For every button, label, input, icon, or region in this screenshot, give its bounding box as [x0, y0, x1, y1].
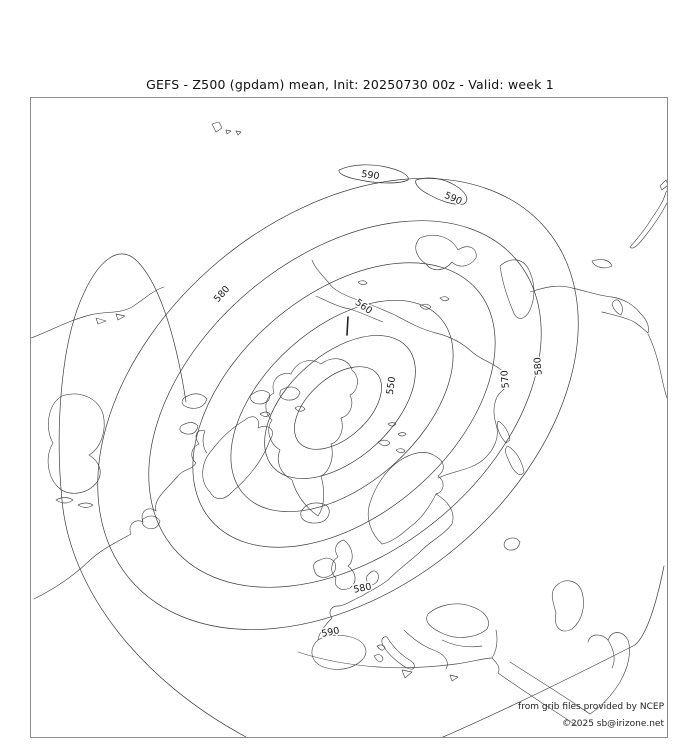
coastline-path: [660, 180, 667, 190]
coastlines-group: [31, 122, 667, 726]
contour-ring-570: [139, 207, 549, 604]
coastline-path: [368, 452, 443, 544]
coastline-path: [442, 640, 482, 647]
coastline-path: [48, 394, 104, 493]
page-title: GEFS - Z500 (gpdam) mean, Init: 20250730 00z - Valid: week 1: [146, 77, 554, 92]
coastline-path: [236, 131, 241, 135]
weather-map-svg: [31, 98, 667, 737]
attribution-source: from grib files provided by NCEP: [518, 702, 664, 712]
coastline-path: [362, 494, 453, 596]
coastline-path: [78, 503, 93, 508]
contour-label: 550: [384, 375, 399, 396]
contour-label: 570: [499, 369, 512, 389]
coastline-path: [374, 655, 383, 662]
coastline-path: [492, 658, 577, 726]
coastline-path: [648, 334, 667, 398]
contour-label: 590: [442, 190, 464, 208]
contour-ring-590: [31, 98, 666, 721]
contour-label: 560: [352, 297, 375, 317]
coastline-path: [177, 430, 207, 477]
coastline-path: [34, 477, 177, 599]
coastline-path: [416, 235, 477, 270]
contour-arc: [59, 254, 246, 737]
contour-ring-550: [238, 308, 441, 506]
coastline-path: [500, 260, 534, 319]
contour-lines-group: [31, 98, 666, 737]
contour-ring-560: [192, 260, 493, 553]
coastline-path: [266, 359, 358, 516]
contour-label: 590: [360, 168, 381, 183]
coastline-path: [530, 286, 649, 333]
contour-label: 590: [320, 625, 341, 640]
coastline-path: [347, 317, 348, 335]
coastline-path: [203, 417, 273, 499]
coastline-path: [404, 630, 447, 669]
coastline-path: [96, 318, 106, 324]
coastline-path: [402, 670, 412, 678]
contour-ring-540: [279, 351, 399, 465]
coastline-path: [382, 637, 415, 669]
coastline-path: [358, 281, 367, 285]
coastline-path: [180, 423, 198, 435]
coastline-path: [31, 287, 164, 338]
coastline-path: [608, 640, 614, 668]
contour-label: 580: [211, 283, 233, 305]
coastline-path: [56, 498, 73, 504]
contour-ring-580: [78, 147, 611, 662]
attribution-copyright: ©2025 sb@irizone.net: [562, 719, 664, 729]
coastline-path: [142, 516, 160, 529]
contour-label: 580: [532, 356, 545, 376]
coastline-path: [504, 538, 520, 550]
coastline-path: [312, 260, 507, 478]
coastline-path: [592, 260, 612, 268]
coastline-path: [497, 421, 510, 443]
coastline-path: [505, 446, 524, 475]
contour-label: 580: [352, 581, 373, 596]
coastline-path: [212, 122, 222, 132]
coastline-path: [440, 297, 449, 301]
coastline-path: [314, 558, 336, 577]
coastline-path: [116, 314, 125, 320]
coastline-path: [450, 675, 458, 681]
coastline-path: [312, 635, 366, 669]
coastline-path: [301, 503, 330, 523]
coastline-path: [398, 433, 406, 437]
coastline-path: [226, 130, 231, 134]
coastline-path: [552, 581, 583, 631]
coastline-path: [612, 300, 622, 315]
coastline-path: [630, 189, 667, 248]
coastline-path: [396, 449, 405, 453]
coastline-path: [377, 645, 385, 650]
coastline-path: [427, 604, 489, 638]
